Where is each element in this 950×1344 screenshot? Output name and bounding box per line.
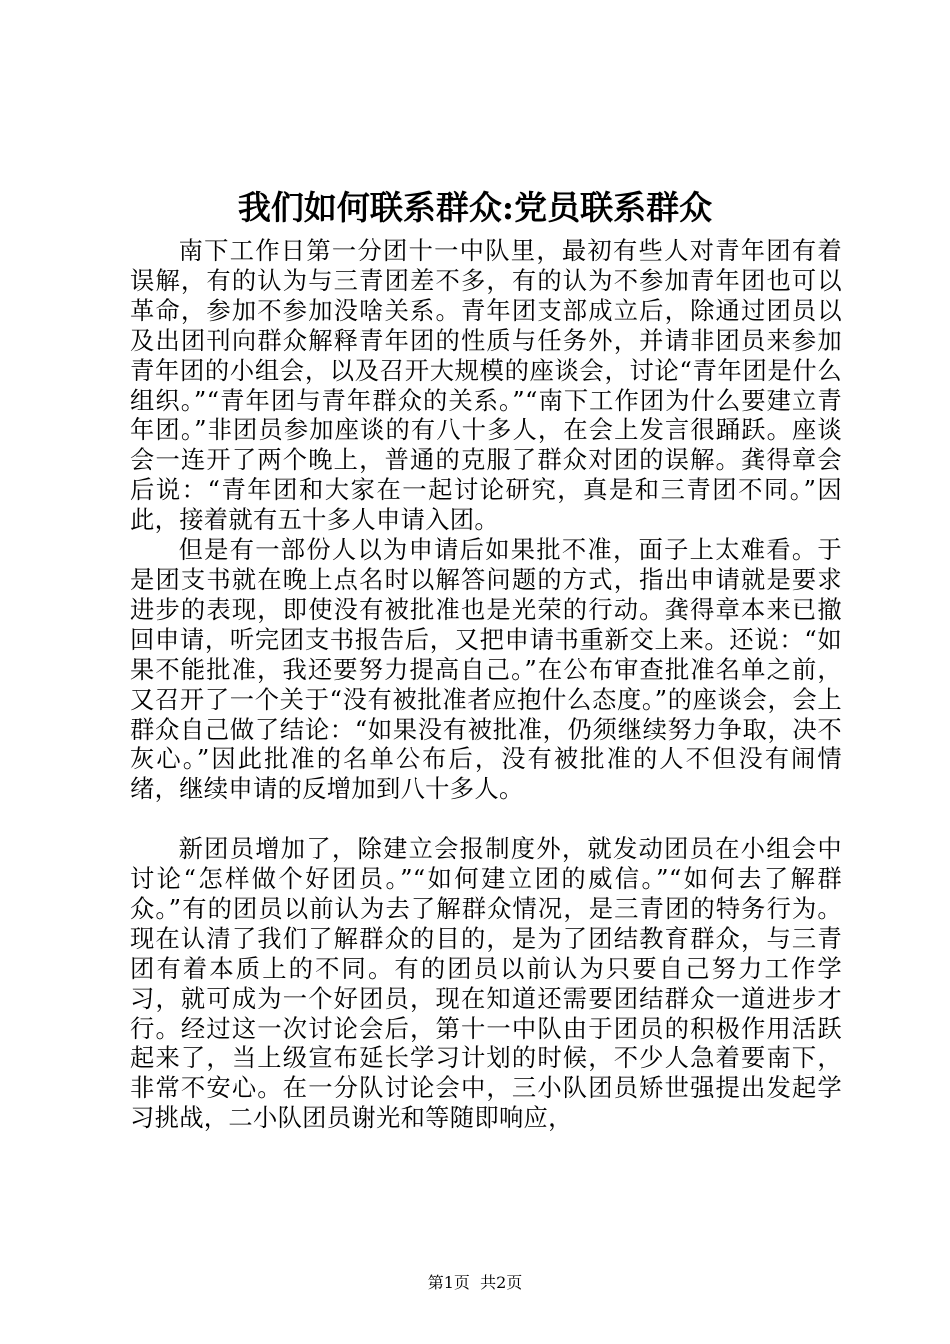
document-title: 我们如何联系群众:党员联系群众 xyxy=(237,188,713,227)
page-footer xyxy=(0,1272,950,1294)
paragraph-spacer xyxy=(130,804,842,834)
page-number-label: 第1页 共2页 xyxy=(427,1273,523,1292)
document-body xyxy=(130,236,842,1133)
paragraph-3: 新团员增加了，除建立会报制度外，就发动团员在小组会中讨论“怎样做个好团员。”“如何建立团的威信。”“如何去了解群众。”有的团员以前认为去了解群众情况，是三青团的特务行为。现在认清了我们了解群众的目的，是为了团结教育群众，与三青团有着本质上的不同。有的团员以前认为只要自己努力工作学习，就可成为一个好团员，现在知道还需要团结群众一道进步才行。经过这一次讨论会后，第十一中队由于团员的积极作用活跃起来了，当上级宣布延长学习计划的时候，不少人急着要南下，非常不安心。在一分队讨论会中，三小队团员矫世强提出发起学习挑战，二小队团员谢光和等随即响应， xyxy=(130,834,842,1133)
paragraph-1: 南下工作日第一分团十一中队里，最初有些人对青年团有着误解，有的认为与三青团差不多，有的认为不参加青年团也可以革命，参加不参加没啥关系。青年团支部成立后，除通过团员以及出团刊向群众解释青年团的性质与任务外，并请非团员来参加青年团的小组会，以及召开大规模的座谈会，讨论“青年团是什么组织。”“青年团与青年群众的关系。”“南下工作团为什么要建立青年团。”非团员参加座谈的有八十多人，在会上发言很踊跃。座谈会一连开了两个晚上，普通的克服了群众对团的误解。龚得章会后说：“青年团和大家在一起讨论研究，真是和三青团不同。”因此，接着就有五十多人申请入团。 xyxy=(130,236,842,535)
paragraph-2: 但是有一部份人以为申请后如果批不准，面子上太难看。于是团支书就在晚上点名时以解答问题的方式，指出申请就是要求进步的表现，即使没有被批准也是光荣的行动。龚得章本来已撤回申请，听完团支书报告后，又把申请书重新交上来。还说：“如果不能批准，我还要努力提高自己。”在公布审查批准名单之前，又召开了一个关于“没有被批准者应抱什么态度。”的座谈会，会上群众自己做了结论：“如果没有被批准，仍须继续努力争取，决不灰心。”因此批准的名单公布后，没有被批准的人不但没有闹情绪，继续申请的反增加到八十多人。 xyxy=(130,535,842,804)
